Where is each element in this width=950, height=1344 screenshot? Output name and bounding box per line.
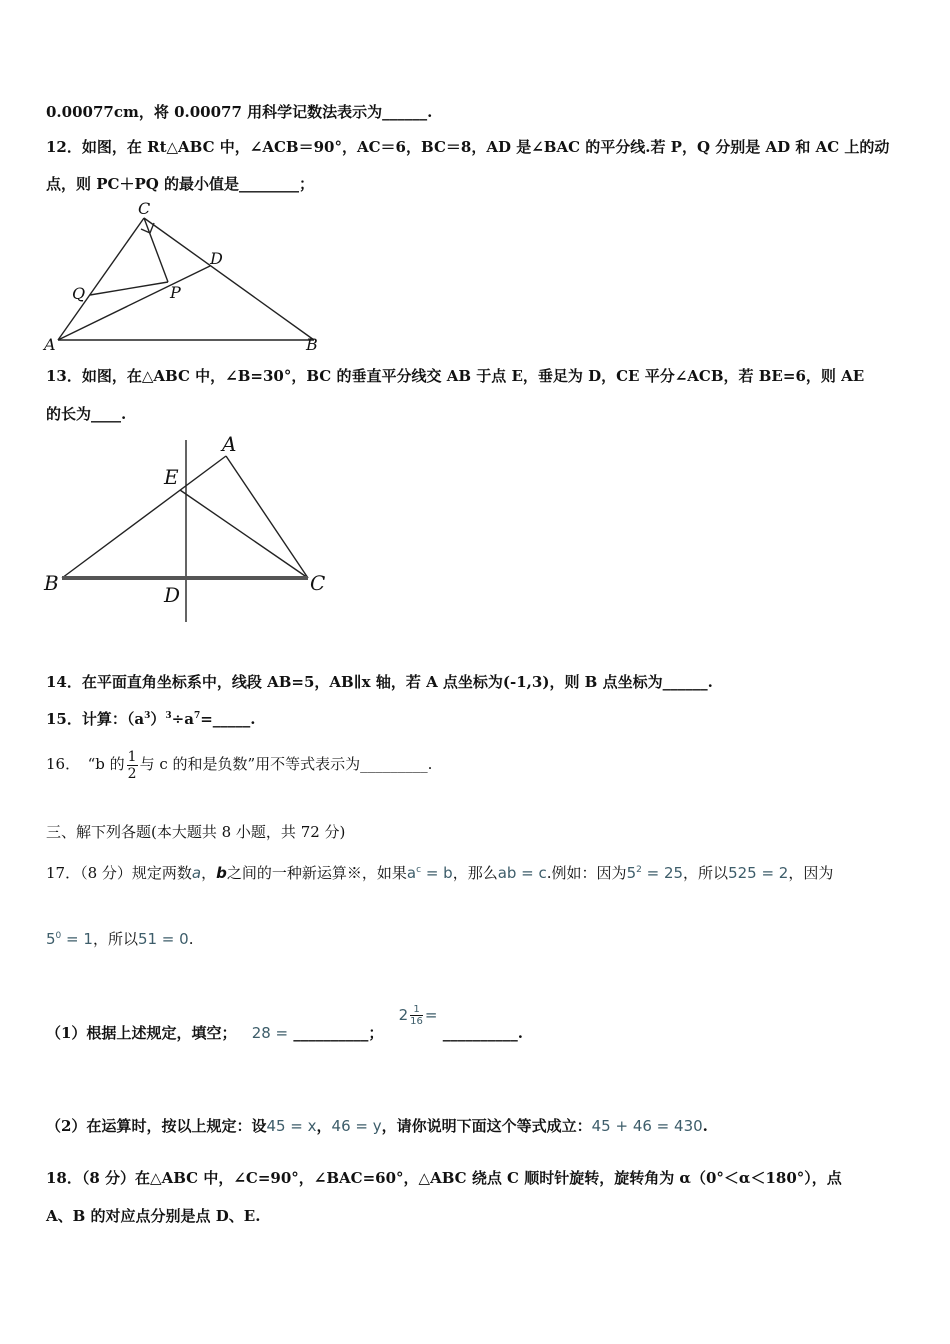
q13-figure <box>40 428 340 628</box>
q13-label-B: B <box>44 571 59 595</box>
q13-segment-EC <box>180 490 308 578</box>
q13-label-A: A <box>222 432 237 456</box>
q18-line1: 18．（8 分）在△ABC 中，∠C=90°，∠BAC=60°，△ABC 绕点 C 顺时针旋转，旋转角为 α（0°＜α＜180°），点 <box>46 1169 842 1187</box>
q13-label-D: D <box>164 583 181 607</box>
section3-heading: 三、解下列各题(本大题共 8 小题，共 72 分) <box>46 823 346 841</box>
q12-segment-AD <box>58 266 210 340</box>
q13-segment-BA <box>62 456 226 578</box>
q15-text: 15．计算：$(a^3)^3\div a^7=\_\_\_\_\_$. <box>46 710 256 728</box>
q14-text: 14．在平面直角坐标系中，线段 AB=5，AB∥x 轴，若 A 点坐标为(-1,3)，则 B 点坐标为______. <box>46 673 713 691</box>
q12-label-P: P <box>170 283 181 302</box>
q12-label-B: B <box>306 335 318 354</box>
q12-label-D: D <box>210 249 223 268</box>
q12-label-A: A <box>44 335 56 354</box>
q16-text: 16． “b 的 $\frac{1}{2}$ 与 c 的和是负数”用不等式表示为_________. <box>46 748 433 782</box>
q17-part1: （1）根据上述规定，填空； 28 = __________； 2 $\frac{1}{16}$ = __________. <box>46 1004 523 1042</box>
q12-label-C: C <box>138 199 151 218</box>
q13-label-E: E <box>164 465 179 489</box>
q16-fraction: $\frac{1}{2}$ <box>127 748 137 782</box>
q12-segment-CP <box>144 218 168 282</box>
q17-line2: $5^0 = 1$，所以51 = 0. <box>46 930 194 948</box>
q13-label-C: C <box>310 571 326 595</box>
q11-tail: 0.00077cm，将 0.00077 用科学记数法表示为______. <box>46 103 433 121</box>
q12-figure <box>40 198 330 356</box>
q12-segment-CB <box>144 218 314 340</box>
q12-text-line2: 点，则 PC＋PQ 的最小值是________； <box>46 175 315 193</box>
q17-line1: 17．（8 分）规定两数a，b之间的一种新运算※，如果$a^c = b$，那么ab = c.例如：因为$5^2 = 25$，所以525 = 2，因为 <box>46 864 834 882</box>
q12-segment-AC <box>58 218 144 340</box>
q13-text-line1: 13．如图，在△ABC 中，∠B=30°，BC 的垂直平分线交 AB 于点 E，垂足为 D，CE 平分∠ACB，若 BE=6，则 AE <box>46 367 865 385</box>
q13-text-line2: 的长为____. <box>46 405 127 423</box>
q18-line2: A、B 的对应点分别是点 D、E. <box>46 1207 261 1225</box>
q12-segment-QP <box>90 282 168 295</box>
q12-text-line1: 12．如图，在 Rt△ABC 中，∠ACB＝90°，AC＝6，BC＝8，AD 是∠BAC 的平分线.若 P，Q 分别是 AD 和 AC 上的动 <box>46 138 890 156</box>
q13-segment-AC <box>226 456 308 578</box>
q17-part2: （2）在运算时，按以上规定：设45 = x，46 = y，请你说明下面这个等式成立：45 + 46 = 430. <box>46 1117 708 1135</box>
q12-label-Q: Q <box>72 284 86 303</box>
